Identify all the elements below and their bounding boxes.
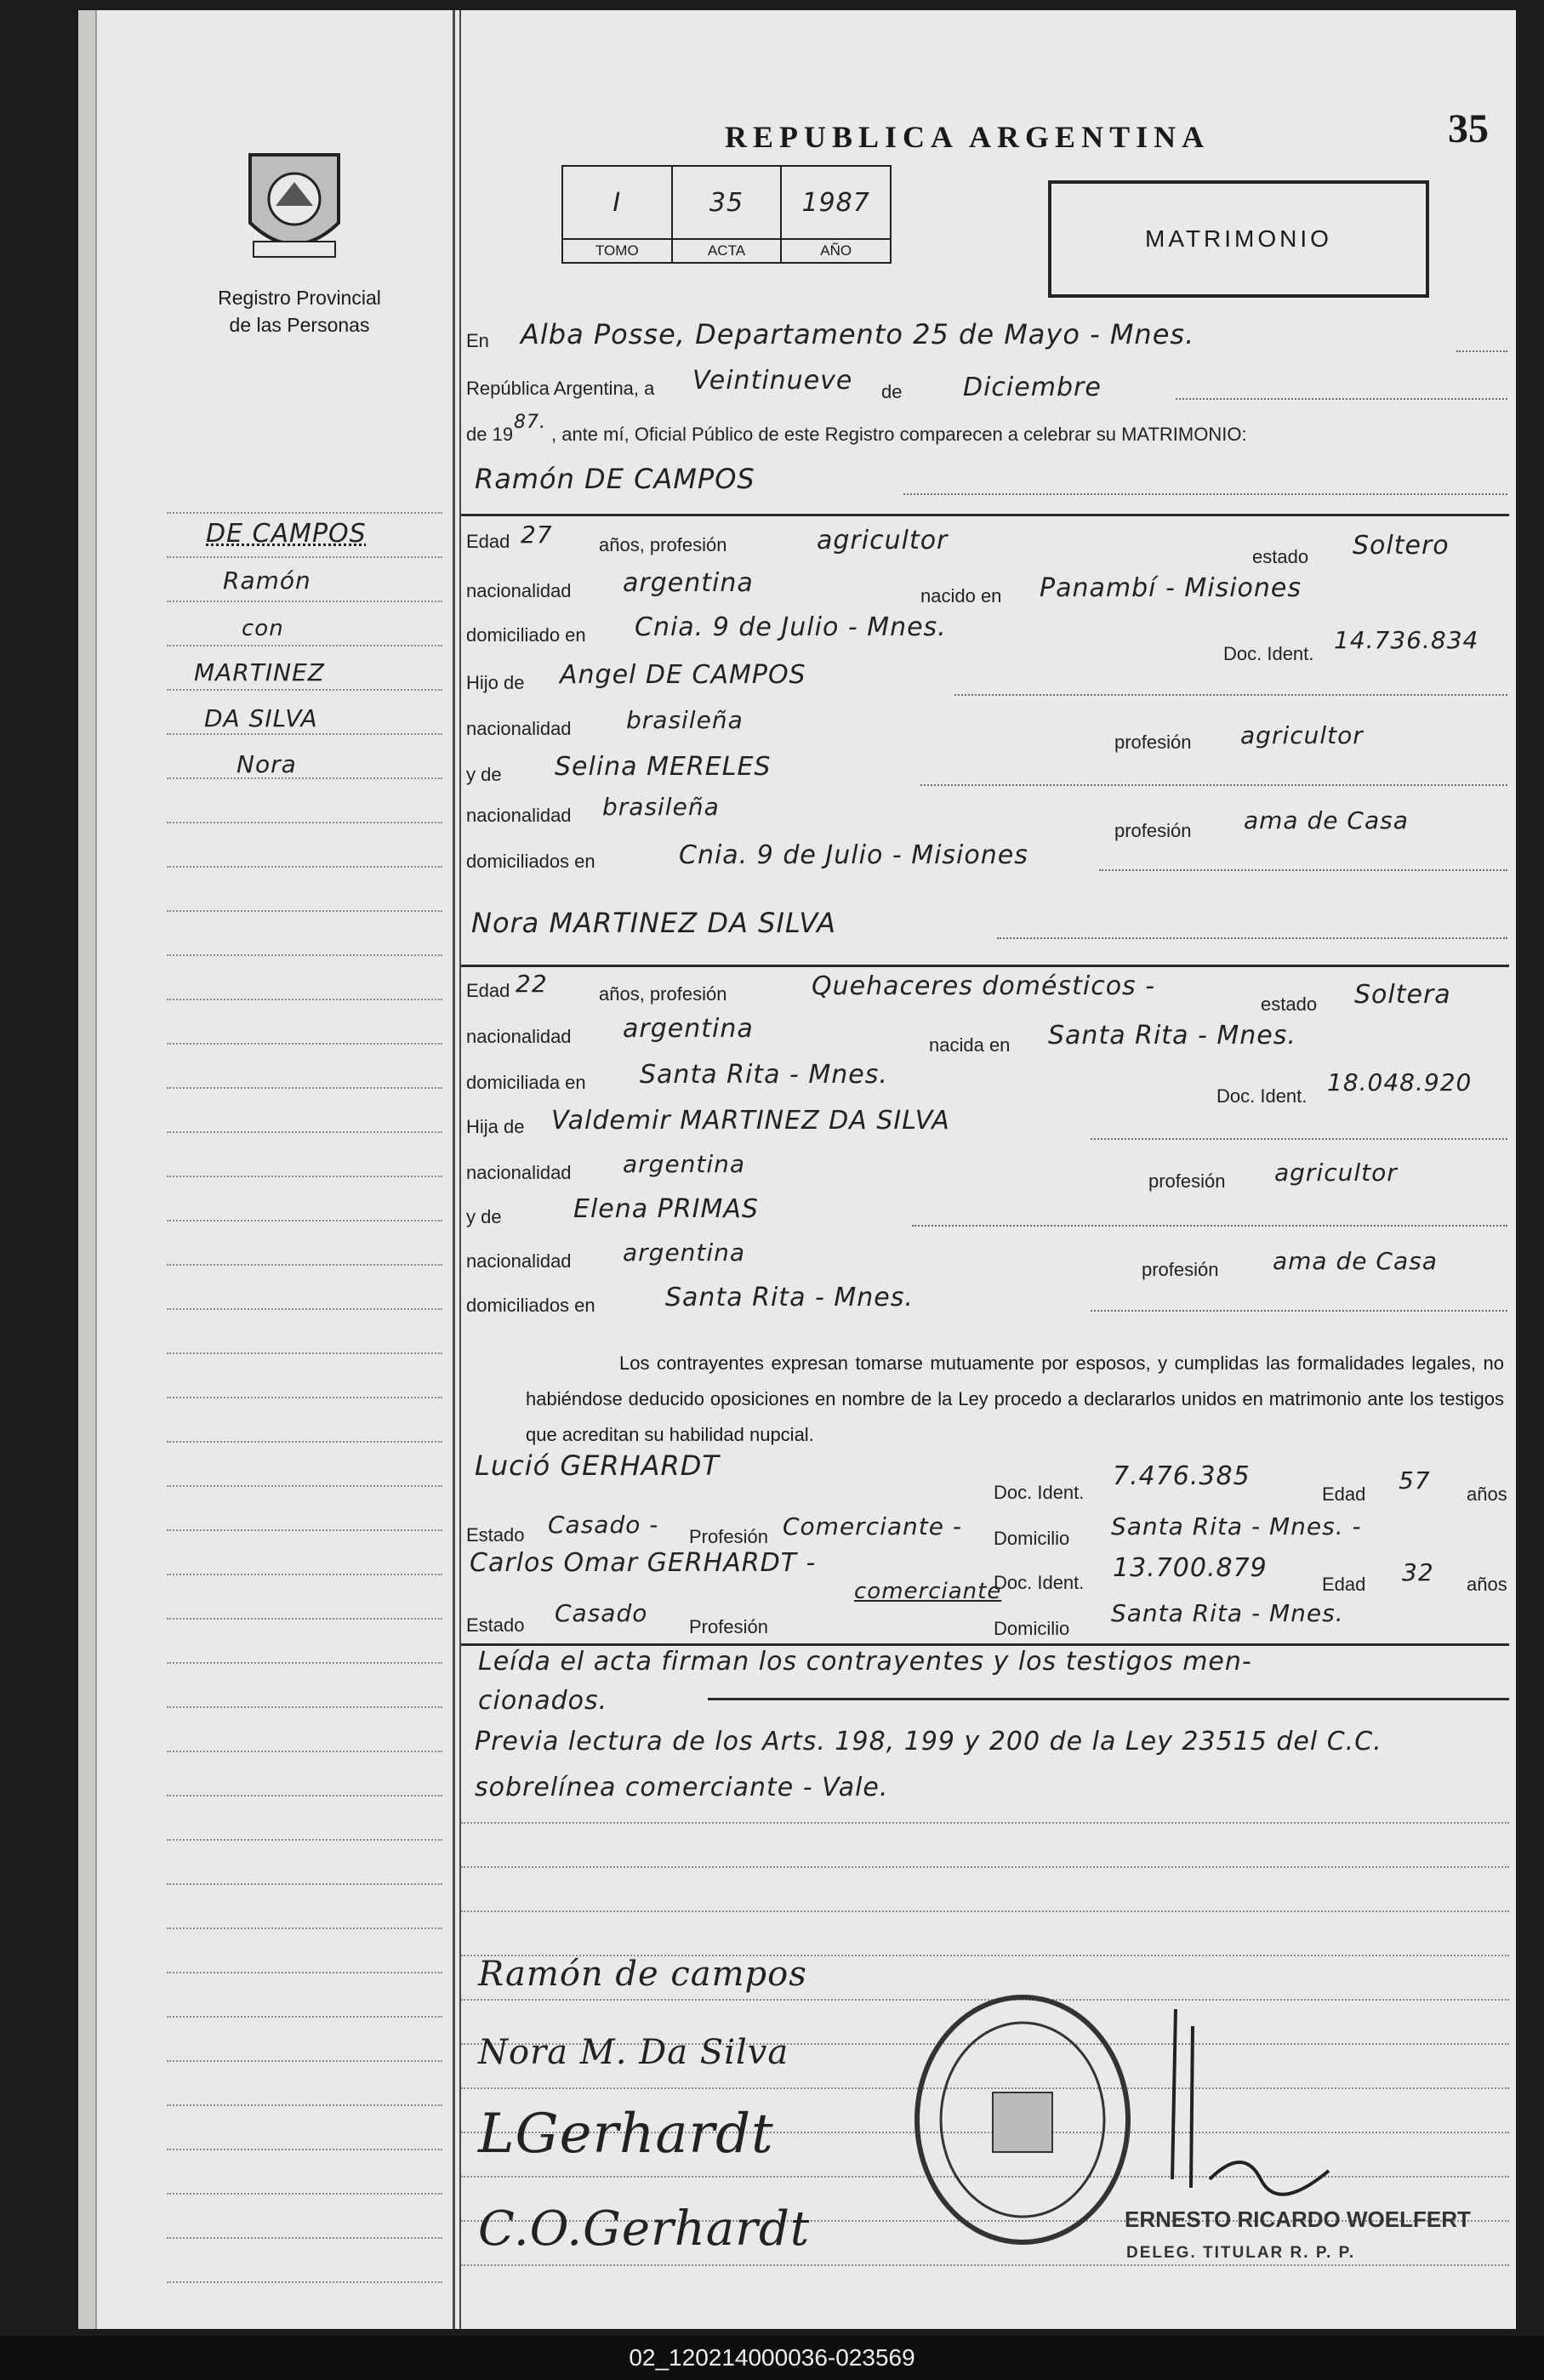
margin-ruled-line bbox=[167, 1574, 442, 1575]
margin-ruled-line bbox=[167, 822, 442, 823]
witness-2-estado-label: Estado bbox=[466, 1614, 525, 1636]
signature-groom: Ramón de campos bbox=[478, 1955, 807, 1994]
groom-father-nat: brasileña bbox=[626, 706, 744, 734]
bride-name: Nora MARTINEZ DA SILVA bbox=[471, 907, 836, 939]
bride-mother-nat-label: nacionalidad bbox=[466, 1250, 572, 1272]
groom-profession: agricultor bbox=[817, 526, 949, 555]
groom-parents-dom-label: domiciliados en bbox=[466, 851, 595, 872]
body-ruled-line bbox=[461, 2264, 1509, 2266]
groom-anios-label: años, profesión bbox=[599, 534, 727, 555]
margin-ruled-line bbox=[167, 556, 442, 558]
margin-ruled-line bbox=[167, 1662, 442, 1664]
bride-father-prof-label: profesión bbox=[1148, 1170, 1226, 1192]
margin-ruled-line bbox=[167, 2237, 442, 2239]
margin-ruled-line bbox=[167, 1795, 442, 1796]
place: Alba Posse, Departamento 25 de Mayo - Mnes. bbox=[521, 318, 1195, 350]
officer-signature bbox=[1142, 2009, 1346, 2205]
margin-note: Ramón bbox=[223, 567, 311, 595]
margin-ruled-line bbox=[167, 2281, 442, 2283]
registry-line-2: de las Personas bbox=[229, 314, 370, 336]
margin-ruled-line bbox=[167, 733, 442, 735]
witness-2-address: Santa Rita - Mnes. bbox=[1111, 1599, 1344, 1627]
bride-edad-label: Edad bbox=[466, 980, 510, 1001]
margin-ruled-line bbox=[167, 1264, 442, 1266]
en-label: En bbox=[466, 330, 489, 351]
witness-2-doc: 13.700.879 bbox=[1113, 1553, 1268, 1583]
witness-2-edad-label: Edad bbox=[1322, 1574, 1366, 1595]
margin-note: con bbox=[242, 616, 284, 641]
margin-ruled-line bbox=[167, 1043, 442, 1045]
margin-ruled-line bbox=[167, 1308, 442, 1310]
bride-nacida-label: nacida en bbox=[929, 1034, 1011, 1056]
acta-label: ACTA bbox=[673, 238, 781, 262]
groom-estado: Soltero bbox=[1353, 531, 1450, 561]
margin-ruled-line bbox=[167, 1706, 442, 1708]
groom-parents-address: Cnia. 9 de Julio - Misiones bbox=[679, 840, 1028, 870]
record-type-box: MATRIMONIO bbox=[1048, 180, 1429, 298]
margin-ruled-line bbox=[167, 1131, 442, 1133]
year-prefix: de 19 bbox=[466, 424, 514, 445]
groom-nacido-label: nacido en bbox=[920, 585, 1002, 606]
declaration bbox=[526, 1346, 1504, 1453]
witness-1-name: Lució GERHARDT bbox=[475, 1449, 720, 1482]
bride-age: 22 bbox=[516, 970, 548, 998]
note-3: Previa lectura de los Arts. 198, 199 y 200 de la Ley 23515 del C.C. bbox=[475, 1727, 1382, 1757]
bride-mother-prof: ama de Casa bbox=[1273, 1247, 1438, 1275]
anio-value: 1987 bbox=[801, 187, 870, 218]
margin-ruled-line bbox=[167, 1529, 442, 1531]
witness-1-age: 57 bbox=[1399, 1466, 1431, 1495]
record-box bbox=[561, 165, 892, 264]
groom-father-nat-label: nacionalidad bbox=[466, 718, 572, 739]
witness-2-prof-label: Profesión bbox=[689, 1616, 768, 1637]
margin-ruled-line bbox=[167, 999, 442, 1000]
image-id-footer: 02_120214000036-023569 bbox=[0, 2336, 1544, 2380]
body-ruled-line bbox=[461, 1866, 1509, 1868]
witness-2-name: Carlos Omar GERHARDT - bbox=[470, 1548, 817, 1578]
bride-nationality: argentina bbox=[623, 1014, 754, 1044]
witness-1-profession: Comerciante - bbox=[783, 1512, 962, 1540]
signature-bride: Nora M. Da Silva bbox=[478, 2033, 789, 2072]
bride-father-prof: agricultor bbox=[1274, 1159, 1398, 1187]
month: Diciembre bbox=[963, 373, 1102, 402]
groom-mother: Selina MERELES bbox=[555, 752, 772, 782]
anio-label: AÑO bbox=[782, 238, 890, 262]
bride-mother-nat: argentina bbox=[623, 1238, 746, 1267]
margin-ruled-line bbox=[167, 954, 442, 956]
groom-birthplace: Panambí - Misiones bbox=[1040, 573, 1302, 603]
margin-ruled-line bbox=[167, 1352, 442, 1354]
witness-2-anios: años bbox=[1467, 1574, 1507, 1595]
margin-ruled-line bbox=[167, 2104, 442, 2106]
margin-ruled-line bbox=[167, 645, 442, 646]
bride-estado-label: estado bbox=[1261, 994, 1318, 1015]
margin-divider bbox=[453, 10, 455, 2329]
groom-estado-label: estado bbox=[1252, 546, 1309, 567]
bride-parents-dom-label: domiciliados en bbox=[466, 1295, 595, 1316]
groom-mother-nat-label: nacionalidad bbox=[466, 805, 572, 826]
witness-2-estado: Casado bbox=[555, 1599, 648, 1627]
margin-ruled-line bbox=[167, 512, 442, 514]
margin-note: Nora bbox=[236, 750, 297, 778]
bride-doc: 18.048.920 bbox=[1327, 1068, 1473, 1096]
bride-nac-label: nacionalidad bbox=[466, 1026, 572, 1047]
appear-text: , ante mí, Oficial Público de este Registro comparecen a celebrar su MATRIMONIO: bbox=[551, 424, 1247, 445]
margin-ruled-line bbox=[167, 2060, 442, 2062]
signature-witness-1: LGerhardt bbox=[478, 2103, 774, 2166]
bride-dom-label: domiciliada en bbox=[466, 1072, 586, 1093]
witness-1-estado-label: Estado bbox=[466, 1524, 525, 1546]
groom-father: Angel DE CAMPOS bbox=[560, 660, 806, 690]
document-page bbox=[78, 10, 1516, 2329]
groom-doc-label: Doc. Ident. bbox=[1223, 643, 1314, 664]
witness-2-profession: comerciante bbox=[854, 1579, 1002, 1604]
margin-divider-inner bbox=[459, 10, 461, 2329]
margin-ruled-line bbox=[167, 910, 442, 912]
margin-ruled-line bbox=[167, 2016, 442, 2018]
day: Veintinueve bbox=[692, 366, 853, 396]
bride-parents-address: Santa Rita - Mnes. bbox=[665, 1283, 914, 1312]
bride-birthplace: Santa Rita - Mnes. bbox=[1048, 1021, 1296, 1051]
year-suffix: 87. bbox=[514, 412, 546, 433]
witness-2-dom-label: Domicilio bbox=[994, 1618, 1070, 1639]
witness-1-prof-label: Profesión bbox=[689, 1526, 768, 1547]
page-number: 35 bbox=[1448, 106, 1489, 151]
body-ruled-line bbox=[461, 1910, 1509, 1912]
bride-father: Valdemir MARTINEZ DA SILVA bbox=[551, 1106, 950, 1136]
witness-1-doc-label: Doc. Ident. bbox=[994, 1482, 1085, 1503]
margin-ruled-line bbox=[167, 1220, 442, 1221]
province-shield-logo bbox=[242, 146, 347, 265]
groom-name: Ramón DE CAMPOS bbox=[475, 463, 755, 495]
margin-note: MARTINEZ bbox=[194, 658, 325, 686]
groom-hijo-label: Hijo de bbox=[466, 672, 525, 693]
registry-line-1: Registro Provincial bbox=[218, 287, 381, 309]
registry-label bbox=[206, 284, 393, 339]
margin-ruled-line bbox=[167, 1441, 442, 1443]
groom-mother-nat: brasileña bbox=[602, 793, 720, 821]
margin-ruled-line bbox=[167, 1397, 442, 1398]
margin-ruled-line bbox=[167, 1927, 442, 1929]
groom-nac-label: nacionalidad bbox=[466, 580, 572, 601]
groom-mother-prof: ama de Casa bbox=[1244, 806, 1409, 834]
witness-1-edad-label: Edad bbox=[1322, 1483, 1366, 1505]
official-seal-stamp bbox=[912, 1992, 1133, 2247]
groom-father-prof: agricultor bbox=[1240, 721, 1364, 749]
bride-mother-prof-label: profesión bbox=[1142, 1259, 1219, 1280]
note-4: sobrelínea comerciante - Vale. bbox=[475, 1773, 889, 1802]
margin-ruled-line bbox=[167, 1972, 442, 1973]
margin-ruled-line bbox=[167, 689, 442, 691]
bride-address: Santa Rita - Mnes. bbox=[640, 1060, 888, 1090]
book-spine bbox=[78, 10, 97, 2329]
margin-ruled-line bbox=[167, 1618, 442, 1620]
acta-value: 35 bbox=[709, 187, 744, 218]
bride-mother: Elena PRIMAS bbox=[573, 1194, 759, 1224]
bride-anios-label: años, profesión bbox=[599, 983, 727, 1005]
signature-witness-2: C.O.Gerhardt bbox=[478, 2201, 811, 2257]
margin-ruled-line bbox=[167, 866, 442, 868]
witness-2-age: 32 bbox=[1402, 1558, 1434, 1586]
bride-doc-label: Doc. Ident. bbox=[1216, 1085, 1308, 1107]
margin-ruled-line bbox=[167, 1176, 442, 1177]
margin-ruled-line bbox=[167, 2149, 442, 2150]
margin-ruled-line bbox=[167, 601, 442, 602]
groom-yde-label: y de bbox=[466, 764, 502, 785]
tomo-label: TOMO bbox=[563, 238, 671, 262]
groom-nationality: argentina bbox=[623, 568, 754, 598]
witness-1-address: Santa Rita - Mnes. - bbox=[1111, 1512, 1362, 1540]
margin-note: DE CAMPOS bbox=[206, 519, 367, 549]
witness-2-doc-label: Doc. Ident. bbox=[994, 1572, 1085, 1593]
bride-hija-label: Hija de bbox=[466, 1116, 525, 1137]
witness-1-anios: años bbox=[1467, 1483, 1507, 1505]
de-label: de bbox=[881, 381, 903, 402]
bride-profession: Quehaceres domésticos - bbox=[812, 971, 1156, 1001]
witness-1-doc: 7.476.385 bbox=[1113, 1461, 1251, 1491]
republica-label: República Argentina, a bbox=[466, 378, 655, 399]
note-1: Leída el acta firman los contrayentes y los testigos men- bbox=[478, 1647, 1252, 1677]
officer-name: ERNESTO RICARDO WOELFERT bbox=[1125, 2206, 1471, 2232]
margin-ruled-line bbox=[167, 1087, 442, 1089]
declaration-text: Los contrayentes expresan tomarse mutuamente por esposos, y cumplidas las formalidades legales, no habiéndose deducido oposiciones en nombre de la Ley procedo a declararlos unidos en matrimonio ante los testigos que acreditan su habilidad nupcial. bbox=[526, 1352, 1504, 1445]
groom-dom-label: domiciliado en bbox=[466, 624, 586, 646]
tomo-value: I bbox=[612, 187, 622, 218]
groom-age: 27 bbox=[521, 521, 553, 549]
margin-ruled-line bbox=[167, 1883, 442, 1885]
witness-1-estado: Casado - bbox=[548, 1511, 659, 1539]
margin-ruled-line bbox=[167, 2193, 442, 2195]
margin-note: DA SILVA bbox=[204, 704, 318, 732]
bride-father-nat: argentina bbox=[623, 1150, 746, 1178]
margin-ruled-line bbox=[167, 1751, 442, 1752]
groom-mother-prof-label: profesión bbox=[1114, 820, 1192, 841]
margin-ruled-line bbox=[167, 1839, 442, 1841]
country-title: REPUBLICA ARGENTINA bbox=[725, 120, 1211, 154]
officer-title: DELEG. TITULAR R. P. P. bbox=[1126, 2244, 1356, 2262]
witness-1-dom-label: Domicilio bbox=[994, 1528, 1070, 1549]
groom-edad-label: Edad bbox=[466, 531, 510, 552]
note-2: cionados. bbox=[478, 1686, 608, 1716]
bride-estado: Soltera bbox=[1354, 980, 1451, 1010]
margin-ruled-line bbox=[167, 777, 442, 779]
groom-address: Cnia. 9 de Julio - Mnes. bbox=[635, 612, 947, 642]
groom-father-prof-label: profesión bbox=[1114, 732, 1192, 753]
bride-yde-label: y de bbox=[466, 1206, 502, 1227]
margin-ruled-line bbox=[167, 1485, 442, 1487]
body-ruled-line bbox=[461, 1822, 1509, 1824]
groom-doc: 14.736.834 bbox=[1334, 626, 1479, 654]
bride-father-nat-label: nacionalidad bbox=[466, 1162, 572, 1183]
